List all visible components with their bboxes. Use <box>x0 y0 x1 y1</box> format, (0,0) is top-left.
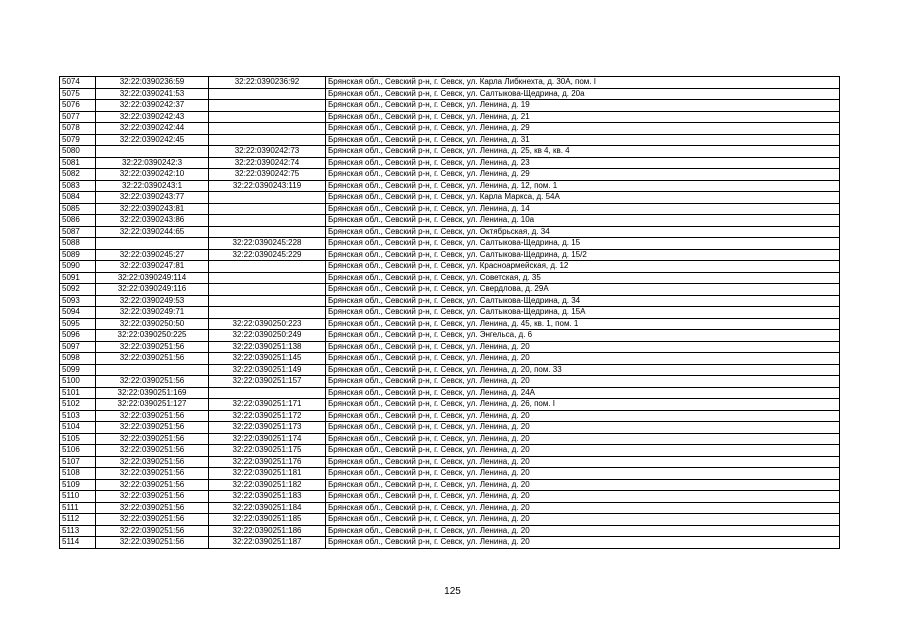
table-row <box>60 456 840 468</box>
table-row <box>60 376 840 388</box>
address-cell: Брянская обл., Севский р-н, г. Севск, ул. Октябрьская, д. 34 <box>326 226 840 238</box>
address-cell: Брянская обл., Севский р-н, г. Севск, ул. Ленина, д. 20 <box>326 422 840 434</box>
row-number-cell: 5095 <box>60 318 96 330</box>
row-number-cell: 5083 <box>60 180 96 192</box>
table-row <box>60 387 840 399</box>
registry-table-body <box>60 77 840 549</box>
table-row <box>60 157 840 169</box>
premises-cadastral-number-cell <box>209 226 326 238</box>
premises-cadastral-number-cell: 32:22:0390243:119 <box>209 180 326 192</box>
row-number-cell: 5110 <box>60 491 96 503</box>
premises-cadastral-number-cell: 32:22:0390251:187 <box>209 537 326 549</box>
premises-cadastral-number-cell: 32:22:0390251:185 <box>209 514 326 526</box>
row-number-cell: 5089 <box>60 249 96 261</box>
table-row <box>60 537 840 549</box>
row-number-cell: 5076 <box>60 100 96 112</box>
row-number-cell: 5080 <box>60 146 96 158</box>
table-row <box>60 192 840 204</box>
row-number-cell: 5100 <box>60 376 96 388</box>
cadastral-number-cell: 32:22:0390242:10 <box>96 169 209 181</box>
premises-cadastral-number-cell: 32:22:0390251:175 <box>209 445 326 457</box>
premises-cadastral-number-cell: 32:22:0390251:183 <box>209 491 326 503</box>
table-row <box>60 479 840 491</box>
premises-cadastral-number-cell: 32:22:0390242:73 <box>209 146 326 158</box>
table-row <box>60 318 840 330</box>
cadastral-number-cell: 32:22:0390251:169 <box>96 387 209 399</box>
table-row <box>60 111 840 123</box>
premises-cadastral-number-cell: 32:22:0390251:157 <box>209 376 326 388</box>
premises-cadastral-number-cell <box>209 387 326 399</box>
premises-cadastral-number-cell <box>209 111 326 123</box>
table-row <box>60 491 840 503</box>
address-cell: Брянская обл., Севский р-н, г. Севск, ул. Ленина, д. 20 <box>326 456 840 468</box>
address-cell: Брянская обл., Севский р-н, г. Севск, ул. Ленина, д. 20 <box>326 502 840 514</box>
address-cell: Брянская обл., Севский р-н, г. Севск, ул. Свердлова, д. 29А <box>326 284 840 296</box>
row-number-cell: 5090 <box>60 261 96 273</box>
address-cell: Брянская обл., Севский р-н, г. Севск, ул. Ленина, д. 20 <box>326 445 840 457</box>
table-row <box>60 261 840 273</box>
table-row <box>60 146 840 158</box>
cadastral-number-cell: 32:22:0390242:37 <box>96 100 209 112</box>
premises-cadastral-number-cell <box>209 203 326 215</box>
address-cell: Брянская обл., Севский р-н, г. Севск, ул. Ленина, д. 20 <box>326 433 840 445</box>
premises-cadastral-number-cell <box>209 307 326 319</box>
table-row <box>60 433 840 445</box>
premises-cadastral-number-cell: 32:22:0390251:171 <box>209 399 326 411</box>
table-row <box>60 203 840 215</box>
row-number-cell: 5091 <box>60 272 96 284</box>
cadastral-number-cell: 32:22:0390251:56 <box>96 410 209 422</box>
table-row <box>60 215 840 227</box>
address-cell: Брянская обл., Севский р-н, г. Севск, ул. Ленина, д. 19 <box>326 100 840 112</box>
cadastral-number-cell: 32:22:0390242:43 <box>96 111 209 123</box>
premises-cadastral-number-cell <box>209 284 326 296</box>
address-cell: Брянская обл., Севский р-н, г. Севск, ул. Ленина, д. 20 <box>326 479 840 491</box>
row-number-cell: 5084 <box>60 192 96 204</box>
row-number-cell: 5107 <box>60 456 96 468</box>
property-registry-table <box>59 76 840 549</box>
address-cell: Брянская обл., Севский р-н, г. Севск, ул. Ленина, д. 20 <box>326 525 840 537</box>
address-cell: Брянская обл., Севский р-н, г. Севск, ул. Ленина, д. 20, пом. 33 <box>326 364 840 376</box>
address-cell: Брянская обл., Севский р-н, г. Севск, ул. Ленина, д. 29 <box>326 123 840 135</box>
cadastral-number-cell: 32:22:0390251:56 <box>96 491 209 503</box>
row-number-cell: 5096 <box>60 330 96 342</box>
cadastral-number-cell: 32:22:0390236:59 <box>96 77 209 89</box>
table-row <box>60 514 840 526</box>
row-number-cell: 5087 <box>60 226 96 238</box>
cadastral-number-cell: 32:22:0390251:56 <box>96 376 209 388</box>
address-cell: Брянская обл., Севский р-н, г. Севск, ул. Ленина, д. 10а <box>326 215 840 227</box>
cadastral-number-cell: 32:22:0390247:81 <box>96 261 209 273</box>
table-row <box>60 341 840 353</box>
table-row <box>60 180 840 192</box>
premises-cadastral-number-cell <box>209 134 326 146</box>
address-cell: Брянская обл., Севский р-н, г. Севск, ул. Ленина, д. 20 <box>326 376 840 388</box>
cadastral-number-cell: 32:22:0390243:1 <box>96 180 209 192</box>
premises-cadastral-number-cell <box>209 88 326 100</box>
premises-cadastral-number-cell: 32:22:0390250:249 <box>209 330 326 342</box>
address-cell: Брянская обл., Севский р-н, г. Севск, ул. Салтыкова-Щедрина, д. 20а <box>326 88 840 100</box>
row-number-cell: 5113 <box>60 525 96 537</box>
cadastral-number-cell: 32:22:0390251:56 <box>96 479 209 491</box>
cadastral-number-cell: 32:22:0390251:56 <box>96 502 209 514</box>
row-number-cell: 5081 <box>60 157 96 169</box>
premises-cadastral-number-cell: 32:22:0390251:149 <box>209 364 326 376</box>
row-number-cell: 5106 <box>60 445 96 457</box>
premises-cadastral-number-cell: 32:22:0390251:186 <box>209 525 326 537</box>
row-number-cell: 5088 <box>60 238 96 250</box>
cadastral-number-cell: 32:22:0390243:81 <box>96 203 209 215</box>
premises-cadastral-number-cell: 32:22:0390242:75 <box>209 169 326 181</box>
premises-cadastral-number-cell: 32:22:0390251:182 <box>209 479 326 491</box>
row-number-cell: 5103 <box>60 410 96 422</box>
address-cell: Брянская обл., Севский р-н, г. Севск, ул. Ленина, д. 21 <box>326 111 840 123</box>
table-row <box>60 249 840 261</box>
cadastral-number-cell <box>96 238 209 250</box>
table-row <box>60 295 840 307</box>
cadastral-number-cell: 32:22:0390244:65 <box>96 226 209 238</box>
address-cell: Брянская обл., Севский р-н, г. Севск, ул. Ленина, д. 20 <box>326 491 840 503</box>
cadastral-number-cell: 32:22:0390249:114 <box>96 272 209 284</box>
cadastral-number-cell: 32:22:0390251:56 <box>96 514 209 526</box>
address-cell: Брянская обл., Севский р-н, г. Севск, ул. Ленина, д. 20 <box>326 514 840 526</box>
row-number-cell: 5111 <box>60 502 96 514</box>
cadastral-number-cell: 32:22:0390251:56 <box>96 433 209 445</box>
cadastral-number-cell: 32:22:0390251:127 <box>96 399 209 411</box>
table-row <box>60 123 840 135</box>
address-cell: Брянская обл., Севский р-н, г. Севск, ул. Ленина, д. 12, пом. 1 <box>326 180 840 192</box>
address-cell: Брянская обл., Севский р-н, г. Севск, ул. Ленина, д. 14 <box>326 203 840 215</box>
table-row <box>60 238 840 250</box>
row-number-cell: 5086 <box>60 215 96 227</box>
cadastral-number-cell: 32:22:0390243:77 <box>96 192 209 204</box>
table-row <box>60 134 840 146</box>
address-cell: Брянская обл., Севский р-н, г. Севск, ул. Ленина, д. 24А <box>326 387 840 399</box>
address-cell: Брянская обл., Севский р-н, г. Севск, ул. Ленина, д. 20 <box>326 468 840 480</box>
row-number-cell: 5108 <box>60 468 96 480</box>
premises-cadastral-number-cell <box>209 123 326 135</box>
table-row <box>60 353 840 365</box>
cadastral-number-cell <box>96 146 209 158</box>
row-number-cell: 5098 <box>60 353 96 365</box>
row-number-cell: 5074 <box>60 77 96 89</box>
cadastral-number-cell: 32:22:0390242:44 <box>96 123 209 135</box>
page-number: 125 <box>444 586 461 597</box>
cadastral-number-cell: 32:22:0390249:53 <box>96 295 209 307</box>
row-number-cell: 5099 <box>60 364 96 376</box>
premises-cadastral-number-cell: 32:22:0390251:172 <box>209 410 326 422</box>
address-cell: Брянская обл., Севский р-н, г. Севск, ул. Ленина, д. 31 <box>326 134 840 146</box>
cadastral-number-cell: 32:22:0390251:56 <box>96 468 209 480</box>
row-number-cell: 5104 <box>60 422 96 434</box>
premises-cadastral-number-cell: 32:22:0390245:229 <box>209 249 326 261</box>
address-cell: Брянская обл., Севский р-н, г. Севск, ул. Ленина, д. 23 <box>326 157 840 169</box>
premises-cadastral-number-cell: 32:22:0390251:174 <box>209 433 326 445</box>
table-row <box>60 100 840 112</box>
table-row <box>60 364 840 376</box>
premises-cadastral-number-cell: 32:22:0390242:74 <box>209 157 326 169</box>
cadastral-number-cell: 32:22:0390243:86 <box>96 215 209 227</box>
premises-cadastral-number-cell: 32:22:0390251:145 <box>209 353 326 365</box>
table-row <box>60 77 840 89</box>
address-cell: Брянская обл., Севский р-н, г. Севск, ул. Карла Либкнехта, д. 30А, пом. I <box>326 77 840 89</box>
address-cell: Брянская обл., Севский р-н, г. Севск, ул. Салтыкова-Щедрина, д. 15 <box>326 238 840 250</box>
table-row <box>60 330 840 342</box>
table-row <box>60 502 840 514</box>
table-row <box>60 284 840 296</box>
table-row <box>60 307 840 319</box>
row-number-cell: 5101 <box>60 387 96 399</box>
premises-cadastral-number-cell <box>209 192 326 204</box>
address-cell: Брянская обл., Севский р-н, г. Севск, ул. Салтыкова-Щедрина, д. 15А <box>326 307 840 319</box>
row-number-cell: 5094 <box>60 307 96 319</box>
row-number-cell: 5097 <box>60 341 96 353</box>
cadastral-number-cell: 32:22:0390251:56 <box>96 456 209 468</box>
premises-cadastral-number-cell: 32:22:0390245:228 <box>209 238 326 250</box>
cadastral-number-cell: 32:22:0390250:225 <box>96 330 209 342</box>
table-row <box>60 525 840 537</box>
premises-cadastral-number-cell: 32:22:0390251:176 <box>209 456 326 468</box>
cadastral-number-cell: 32:22:0390251:56 <box>96 525 209 537</box>
cadastral-number-cell: 32:22:0390251:56 <box>96 422 209 434</box>
row-number-cell: 5112 <box>60 514 96 526</box>
premises-cadastral-number-cell: 32:22:0390251:173 <box>209 422 326 434</box>
premises-cadastral-number-cell: 32:22:0390250:223 <box>209 318 326 330</box>
premises-cadastral-number-cell <box>209 295 326 307</box>
address-cell: Брянская обл., Севский р-н, г. Севск, ул. Красноармейская, д. 12 <box>326 261 840 273</box>
table-row <box>60 169 840 181</box>
premises-cadastral-number-cell: 32:22:0390251:184 <box>209 502 326 514</box>
table-row <box>60 422 840 434</box>
row-number-cell: 5079 <box>60 134 96 146</box>
table-row <box>60 88 840 100</box>
address-cell: Брянская обл., Севский р-н, г. Севск, ул. Ленина, д. 45, кв. 1, пом. 1 <box>326 318 840 330</box>
cadastral-number-cell: 32:22:0390245:27 <box>96 249 209 261</box>
row-number-cell: 5109 <box>60 479 96 491</box>
row-number-cell: 5093 <box>60 295 96 307</box>
cadastral-number-cell: 32:22:0390250:50 <box>96 318 209 330</box>
cadastral-number-cell: 32:22:0390249:116 <box>96 284 209 296</box>
cadastral-number-cell: 32:22:0390242:3 <box>96 157 209 169</box>
cadastral-number-cell: 32:22:0390251:56 <box>96 445 209 457</box>
address-cell: Брянская обл., Севский р-н, г. Севск, ул. Ленина, д. 20 <box>326 353 840 365</box>
premises-cadastral-number-cell <box>209 215 326 227</box>
premises-cadastral-number-cell: 32:22:0390251:138 <box>209 341 326 353</box>
cadastral-number-cell: 32:22:0390241:53 <box>96 88 209 100</box>
row-number-cell: 5102 <box>60 399 96 411</box>
address-cell: Брянская обл., Севский р-н, г. Севск, ул. Советская, д. 35 <box>326 272 840 284</box>
table-row <box>60 468 840 480</box>
cadastral-number-cell: 32:22:0390251:56 <box>96 537 209 549</box>
premises-cadastral-number-cell <box>209 261 326 273</box>
row-number-cell: 5075 <box>60 88 96 100</box>
cadastral-number-cell: 32:22:0390251:56 <box>96 353 209 365</box>
address-cell: Брянская обл., Севский р-н, г. Севск, ул. Ленина, д. 25, кв 4, кв. 4 <box>326 146 840 158</box>
address-cell: Брянская обл., Севский р-н, г. Севск, ул. Салтыкова-Щедрина, д. 34 <box>326 295 840 307</box>
row-number-cell: 5114 <box>60 537 96 549</box>
row-number-cell: 5078 <box>60 123 96 135</box>
row-number-cell: 5082 <box>60 169 96 181</box>
premises-cadastral-number-cell: 32:22:0390236:92 <box>209 77 326 89</box>
address-cell: Брянская обл., Севский р-н, г. Севск, ул. Ленина, д. 29 <box>326 169 840 181</box>
table-row <box>60 445 840 457</box>
address-cell: Брянская обл., Севский р-н, г. Севск, ул. Ленина, д. 20 <box>326 537 840 549</box>
cadastral-number-cell: 32:22:0390251:56 <box>96 341 209 353</box>
row-number-cell: 5077 <box>60 111 96 123</box>
table-row <box>60 272 840 284</box>
address-cell: Брянская обл., Севский р-н, г. Севск, ул. Энгельса, д. 6 <box>326 330 840 342</box>
cadastral-number-cell: 32:22:0390249:71 <box>96 307 209 319</box>
cadastral-number-cell <box>96 364 209 376</box>
address-cell: Брянская обл., Севский р-н, г. Севск, ул. Салтыкова-Щедрина, д. 15/2 <box>326 249 840 261</box>
address-cell: Брянская обл., Севский р-н, г. Севск, ул. Ленина, д. 20 <box>326 341 840 353</box>
address-cell: Брянская обл., Севский р-н, г. Севск, ул. Карла Маркса, д. 54А <box>326 192 840 204</box>
row-number-cell: 5085 <box>60 203 96 215</box>
address-cell: Брянская обл., Севский р-н, г. Севск, ул. Ленина, д. 26, пом. I <box>326 399 840 411</box>
table-row <box>60 410 840 422</box>
premises-cadastral-number-cell: 32:22:0390251:181 <box>209 468 326 480</box>
premises-cadastral-number-cell <box>209 272 326 284</box>
table-row <box>60 399 840 411</box>
address-cell: Брянская обл., Севский р-н, г. Севск, ул. Ленина, д. 20 <box>326 410 840 422</box>
premises-cadastral-number-cell <box>209 100 326 112</box>
row-number-cell: 5092 <box>60 284 96 296</box>
table-row <box>60 226 840 238</box>
cadastral-number-cell: 32:22:0390242:45 <box>96 134 209 146</box>
row-number-cell: 5105 <box>60 433 96 445</box>
